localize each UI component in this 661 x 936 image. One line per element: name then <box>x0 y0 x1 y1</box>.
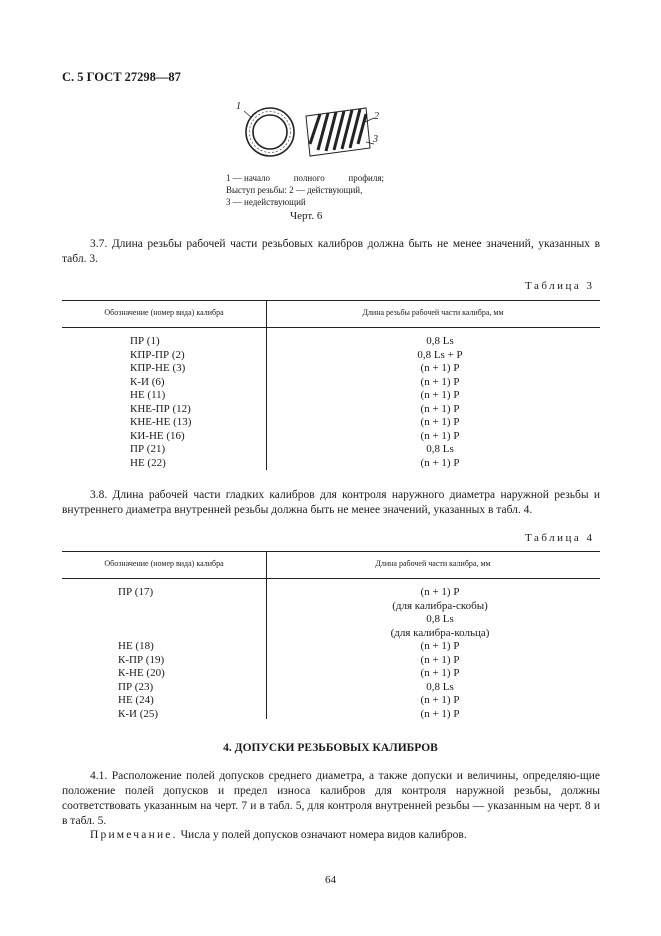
caption-part: 1 — начало <box>226 173 271 183</box>
section-title: 4. ДОПУСКИ РЕЗЬБОВЫХ КАЛИБРОВ <box>223 742 438 754</box>
table3-header-col2: Длина резьбы рабочей части калибра, мм <box>362 308 504 317</box>
table3-cell-length: (n + 1) P <box>420 456 460 469</box>
table4-col1 <box>118 586 165 721</box>
table3-cell-designation: КПР-ПР (2) <box>130 348 185 361</box>
table3-header-rule <box>62 327 600 328</box>
table4-cell-length: 0,8 Ls <box>426 613 454 625</box>
table4-cell-length: (n + 1) P <box>420 640 460 652</box>
table3-cell-length: (n + 1) P <box>420 389 460 401</box>
table3-cell-length: (n + 1) P <box>420 362 460 374</box>
table4-name: Таблица 4 <box>525 532 595 544</box>
table3-cell-designation: ПР (21) <box>130 443 166 455</box>
note-label: Примечание. <box>90 829 178 841</box>
figure-label-2: 2 <box>374 111 379 122</box>
table3-column-divider <box>266 300 267 470</box>
table4-header-col2: Длина рабочей части калибра, мм <box>375 559 491 568</box>
table4-header-rule <box>62 578 600 579</box>
table4-cell-designation: К-ПР (19) <box>118 653 165 666</box>
figure-label-3: 3 <box>373 134 378 145</box>
table4-column-divider <box>266 551 267 719</box>
table4-cell-length: (n + 1) P <box>420 586 460 598</box>
table3-cell-designation: КНЕ-ПР (12) <box>130 402 191 415</box>
note <box>62 829 600 841</box>
table4-top-rule <box>62 551 600 552</box>
table3-header-col1: Обозначение (номер вида) калибра <box>104 308 224 317</box>
page-number: 64 <box>325 874 336 886</box>
table3-cell-designation: КПР-НЕ (3) <box>130 362 186 374</box>
table3-cell-length: (n + 1) P <box>420 402 460 415</box>
table3-cell-designation: НЕ (22) <box>130 456 166 469</box>
table3-cell-designation: К-И (6) <box>130 375 165 388</box>
table3-cell-length: (n + 1) P <box>420 416 460 428</box>
table4-cell-length: (n + 1) P <box>420 694 460 706</box>
page-header: С. 5 ГОСТ 27298—87 <box>62 70 181 84</box>
table4-header-col1: Обозначение (номер вида) калибра <box>104 559 224 568</box>
table4-cell-length: (n + 1) P <box>420 667 460 679</box>
thread-side-view <box>306 108 374 156</box>
table3-cell-length: 0,8 Ls + P <box>417 348 463 361</box>
table3-cell-designation: НЕ (11) <box>130 389 166 401</box>
table3-cell-length: 0,8 Ls <box>426 335 454 347</box>
gauge-end-view <box>244 108 294 156</box>
paragraph-3-8: 3.8. Длина рабочей части гладких калибров для контроля наружного диаметра наружной резьбы и внутреннего диаметра внутренней резьбы должна быть не менее значений, указанных в табл. 4. <box>62 489 600 516</box>
table4-cell-length: (n + 1) P <box>420 653 460 666</box>
figure-label-1: 1 <box>236 101 241 112</box>
table3-name: Таблица 3 <box>525 280 595 292</box>
table4-cell-length: (n + 1) P <box>420 707 460 720</box>
table4-cell-designation <box>118 613 165 627</box>
table3-cell-designation: КИ-НЕ (16) <box>130 429 185 442</box>
caption-part: профиля; <box>348 173 384 183</box>
table4-cell-designation: К-НЕ (20) <box>118 667 165 679</box>
table3-cell-designation: КНЕ-НЕ (13) <box>130 416 192 428</box>
table3-col2 <box>380 335 500 470</box>
table3-top-rule <box>62 300 600 301</box>
paragraph-3-7: 3.7. Длина резьбы рабочей части резьбовых калибров должна быть не менее значений, указанных в табл. 3. <box>62 238 600 265</box>
figure-caption <box>226 172 384 208</box>
table4-cell-designation <box>118 627 165 641</box>
table4-cell-length: (для калибра-кольца) <box>390 626 490 639</box>
table4-cell-designation: ПР (17) <box>118 586 154 598</box>
table4-cell-designation: К-И (25) <box>118 707 159 720</box>
table4-cell-designation: НЕ (24) <box>118 694 154 706</box>
table3-col1 <box>130 335 191 470</box>
table3-cell-length: 0,8 Ls <box>426 443 454 455</box>
caption-line: 3 — недействующий <box>226 197 306 207</box>
table4-cell-length: 0,8 Ls <box>426 680 454 693</box>
figure-title: Черт. 6 <box>290 210 323 222</box>
paragraph-4-1: 4.1. Расположение полей допусков среднего диаметра, а также допуски и величины, определяю-щие положение полей допусков и предел износа калибров для контроля наружной резьбы, должны соответствовать указанным на черт. 7 и в табл. 5, для контроля внутренней резьбы — указанным на черт. 8 и в табл. 5. <box>62 770 600 827</box>
table4-cell-designation: ПР (23) <box>118 680 154 693</box>
table4-cell-designation: НЕ (18) <box>118 640 154 652</box>
caption-line: Выступ резьбы: 2 — действующий, <box>226 185 363 195</box>
table3-cell-length: (n + 1) P <box>420 429 460 442</box>
note-text: Числа у полей допусков означают номера видов калибров. <box>180 829 467 841</box>
table3-cell-designation: ПР (1) <box>130 335 160 347</box>
table4-cell-length: (для калибра-скобы) <box>392 599 488 612</box>
table4-cell-designation <box>118 600 165 614</box>
table3-cell-length: (n + 1) P <box>420 375 460 388</box>
caption-part: полного <box>293 173 325 183</box>
table4-col2 <box>370 586 510 721</box>
